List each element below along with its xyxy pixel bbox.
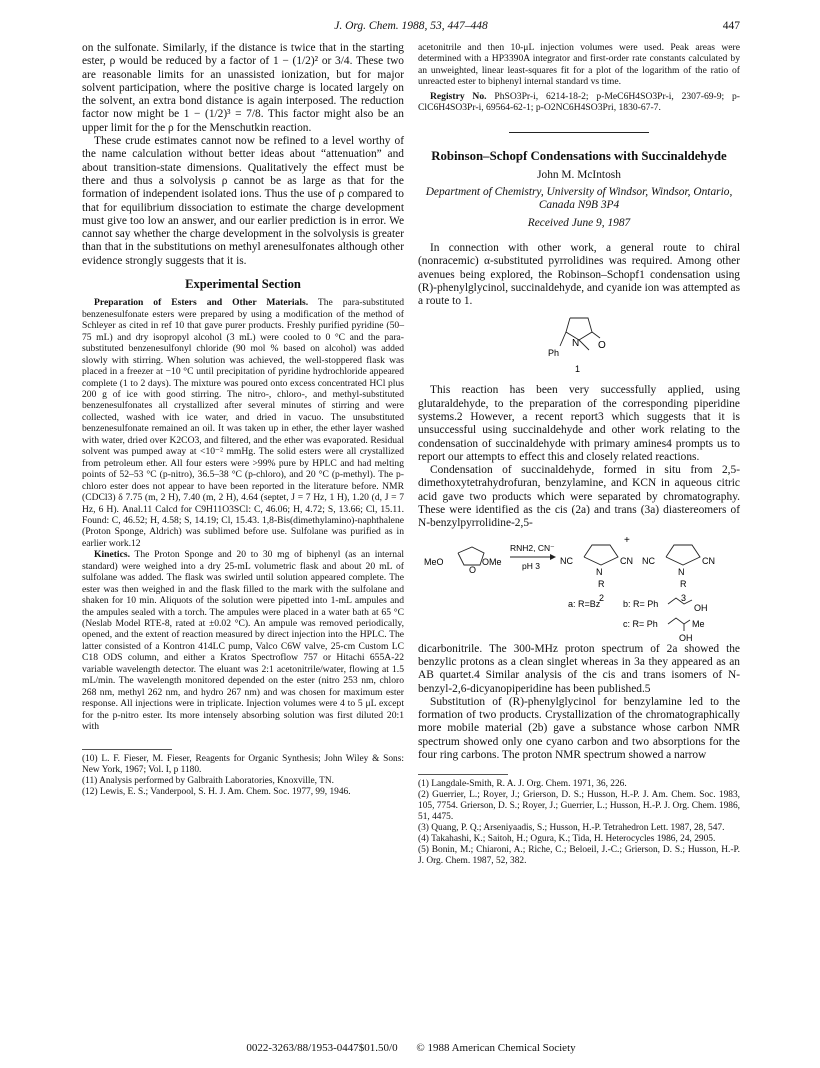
left-column: [82, 42, 404, 798]
sm-meo: MeO: [424, 556, 444, 567]
p3-r: R: [680, 578, 687, 589]
preparation-text: The para-substituted benzenesulfonate esters were prepared by using a modification of the method of Schleyer as cited in ref 10 that gave purer products. Freshly purified pyridine (50–75 mL) and dry isopropyl alcohol (3 mL) were cooled to 0 °C and the para-substituted benzenesulfonyl chloride (90 mol % based on alcohol) was added slowly with stirring. When solution was achieved, the well-stoppered flask was placed in a freezer at −10 °C until precipitation of pyridine hydrochloride appeared complete (1 to 2 days). The mixture was poured onto excess concentrated HCl plus 200 g of ice with good stirring. The nitro-, chloro-, and methyl-substituted benzenesulfonates all crystallized after several minutes of stirring and were collected, washed with ice water, and dried in vacuo. The unsubstituted benzenesulfonate remained an oil. It was taken up in ether, the ether layer washed with water, dried over K2CO3, and filtered, and the ether was evaporated. Residual solvent was pumped away at <10⁻² mmHg. The solid esters were all crystallized from petroleum ether. All four esters were >99% pure by HPLC and had melting points of 52–53 °C (p-nitro), 36.5–38 °C (p-chloro), and 20 °C (p-methyl). The p-chloro ester does not appear to have been reported in the literature before. NMR (CDCl3) δ 7.75 (m, 2 H), 7.40 (m, 2 H), 4.64 (septet, J = 7 Hz, 1 H), 1.20 (d, J = 7 Hz, 6 H). Anal.11 Calcd for C9H11O3SCl: C, 46.06; H, 4.72; S, 13.66; Cl, 15.11. Found: C, 46.52; H, 4.58; S, 14.19; Cl, 15.43. 1,8-Bis(dimethylamino)-naphthalene (Proton Sponge, Aldrich) was sublimed before use. Sulfolane was purified as in earlier work.12: [82, 297, 404, 549]
key-b: b: R= Ph: [623, 598, 659, 609]
s1-o-label: O: [598, 340, 606, 352]
sm-ome: OMe: [482, 556, 502, 567]
body-paragraph-3: Condensation of succinaldehyde, formed in situ from 2,5-dimethoxytetrahydrofuran, benzylamine, and KCN in aqueous citric acid gave two products which were separated by chromatography. These were identified as the cis (2a) and trans (3a) diastereomers of N-benzylpyrrolidine-2,5-: [418, 464, 740, 530]
affiliation: Department of Chemistry, University of Windsor, Windsor, Ontario, Canada N9B 3P4: [425, 186, 733, 212]
p3-n: N: [678, 566, 685, 577]
paragraph-acetonitrile: acetonitrile and then 10-μL injection volumes were used. Peak areas were determined with a HP3390A integrator and first-order rate constants calculated by an unweighted, linear least-squares fit for a plot of the logarithm of the ratio of unreacted ester to biphenyl internal standard vs time.: [418, 42, 740, 88]
p2-n: N: [596, 566, 603, 577]
experimental-heading: Experimental Section: [185, 277, 301, 292]
footnote-12: (12) Lewis, E. S.; Vanderpool, S. H. J. Am. Chem. Soc. 1977, 99, 1946.: [82, 786, 351, 797]
p3-cn: CN: [702, 555, 715, 566]
footnote-11: (11) Analysis performed by Galbraith Laboratories, Knoxville, TN.: [82, 775, 335, 786]
key-c-oh: OH: [679, 632, 693, 643]
compound-3-number: 3: [681, 592, 687, 603]
body-paragraph-1: In connection with other work, a general route to chiral (nonracemic) α-substituted pyrrolidines was required. Among other avenues being explored, the Robinson–Schopf1 condensation using (R)-phenylglycinol, succinaldehyde, and cyanide ion was attempted as a route to 1.: [418, 241, 740, 308]
s1-n-label: N: [572, 338, 580, 350]
registry-text: PhSO3Pr-i, 6214-18-2; p-MeC6H4SO3Pr-i, 2307-69-9; p-ClC6H4SO3Pr-i, 69564-62-1; p-O2NC6H4SO3Pri, 1830-67-7.: [418, 90, 740, 114]
structure-1-figure: [418, 308, 740, 384]
kinetics-paragraph: [82, 549, 404, 732]
copyright: © 1988 American Chemical Society: [416, 1042, 576, 1054]
received-date: Received June 9, 1987: [527, 216, 631, 229]
footnote-2: (2) Guerrier, L.; Royer, J.; Grierson, D. S.; Husson, H.-P. J. Am. Chem. Soc. 1983, 105, 7754. Grierson, D. S.; Royer, J.; Guerrier, L.; Husson, H.-P. J. Org. Chem. 1986, 51, 4475.: [418, 790, 740, 823]
key-c-me: Me: [692, 618, 705, 629]
preparation-lead: Preparation of Esters and Other Materials.: [94, 297, 309, 309]
compound-2-number: 2: [599, 592, 605, 603]
running-header: [82, 20, 740, 36]
footnote-10: (10) L. F. Fieser, M. Fieser, Reagents for Organic Synthesis; John Wiley & Sons: New York, 1967; Vol. I, p 1180.: [82, 753, 404, 775]
ph-label: pH 3: [522, 560, 540, 571]
page-number: 447: [722, 20, 740, 32]
plus-sign: +: [624, 534, 630, 546]
kinetics-lead: Kinetics.: [94, 549, 130, 561]
p2-cn: CN: [620, 555, 633, 566]
kinetics-text: The Proton Sponge and 20 to 30 mg of biphenyl (as an internal standard) were weighed into a dry 25-mL volumetric flask and about 20 mL of sulfolane was added. The flask was swirled until solution appeared complete. The ester was then weighed in and the flask filled to the mark with the sulfolane and shaken for 10 min. Aliquots of the solution were pipetted into 1-mL ampules and the ampules sealed with a torch. The ampules were placed in a water bath at 65 °C (Neslab Model RTE-8, rated at ±0.02 °C). An ampule was removed periodically, opened, and the extent of reaction measured by direct injection into the HPLC. The latter consisted of a Kontron 414LC pump, Valco C6W valve, 25-cm Custom LC C18 ODS column, and either a Kratos Spectroflow 757 or Hitachi 655A-22 variable wavelength detector. The eluant was 2:1 acetonitrile/water, flowing at 1.5 mL/min. The wavelength monitored depended on the ester (nitro 253 nm, chloro 268 nm, methyl 262 nm, and hydro 267 nm) and was chosen for maximum ester response. All injections were in triplicate. Injection volumes were 4 to 5 μL except for the p-nitro ester. Its more intensely absorbing solution was first diluted 20:1 with: [82, 549, 404, 733]
key-c: c: R= Ph: [623, 618, 658, 629]
key-a: a: R=Bz: [568, 598, 601, 609]
sm-o: O: [469, 564, 477, 575]
author-name: John M. McIntosh: [537, 168, 621, 181]
reagent-label: RNH2, CN⁻: [510, 542, 555, 553]
registry-lead: Registry No.: [430, 90, 487, 102]
right-column: [418, 42, 740, 867]
s1-ph-label: Ph: [548, 348, 560, 359]
footnote-rule-right: [418, 774, 508, 775]
paragraph-continuation: on the sulfonate. Similarly, if the distance is twice that in the starting ester, ρ would be reduced by a factor of 1 − (1/2)² or 3/4. These two are reasonable limits for an unassisted ionization, but for major solvent participation, where the positive charge is located largely on the solvent, an extra bond distance is again interposed. The reduction factor now might be 1 − (1/2)³ = 7/8. This factor might also be an upper limit for the ρ for the Menschutkin reaction.: [82, 42, 404, 134]
footnote-4: (4) Takahashi, K.; Saitoh, H.; Ogura, K.; Tida, H. Heterocycles 1986, 24, 2905.: [418, 834, 716, 845]
footnote-rule: [82, 749, 172, 750]
p2-r: R: [598, 578, 605, 589]
body-paragraph-4: dicarbonitrile. The 300-MHz proton spectrum of 2a showed the benzylic protons as a clean singlet whereas in 3a they appeared as an AB quartet.4 Similar analysis of the cis and trans isomers of N-benzyl-2,6-dicyanopiperidine has been published.5: [418, 642, 740, 695]
body-paragraph-2: This reaction has been very successfully applied, using glutaraldehyde, to the preparation of the corresponding piperidine systems.2 However, a recent report3 which suggests that it is unsuccessful using succinaldehyde and other work relating to the condensation of succinaldehyde with primary amines4 prompts us to report our attempts to effect this and closely related reactions.: [418, 384, 740, 463]
paragraph-estimates: These crude estimates cannot now be refined to a level worthy of the name calculation without better ideas about “attenuation” and about transition-state dimensions. Qualitatively the effect must be there and thus a solvolysis ρ cannot be as large as that for the formation of independent isolated ions. Thus the use of ρ compared to that for equilibrium dissociation to estimate the charge development must give too low an answer, and our earlier prediction is in error. We cannot say whether the charge development in the solvolysis is greater than that in the substitutions on methyl arenesulfonates although other evidence strongly suggests that it is.: [82, 135, 404, 267]
issn-code: 0022-3263/88/1953-0447$01.50/0: [246, 1042, 398, 1054]
registry-paragraph: [418, 91, 740, 114]
page-footer: [82, 1042, 740, 1054]
journal-citation: J. Org. Chem. 1988, 53, 447–448: [334, 20, 488, 32]
structure-1-drawing: [418, 308, 740, 384]
p2-nc: NC: [560, 555, 573, 566]
footnote-3: (3) Quang, P. Q.; Arseniyaadis, S.; Husson, H.-P. Tetrahedron Lett. 1987, 28, 547.: [418, 823, 725, 834]
p3-nc: NC: [642, 555, 655, 566]
s1-number: 1: [575, 364, 581, 375]
footnote-1: (1) Langdale-Smith, R. A. J. Org. Chem. 1971, 36, 226.: [418, 779, 627, 790]
preparation-paragraph: [82, 297, 404, 549]
reaction-scheme: [418, 531, 740, 643]
scheme-drawing: [418, 531, 740, 643]
section-divider: [509, 132, 649, 133]
key-b-oh: OH: [694, 602, 708, 613]
article-title: Robinson–Schopf Condensations with Succinaldehyde: [431, 148, 727, 163]
footnote-5: (5) Bonin, M.; Chiaroni, A.; Riche, C.; Beloeil, J.-C.; Grierson, D. S.; Husson, H.-P. J. Org. Chem. 1987, 52, 382.: [418, 845, 740, 867]
body-paragraph-5: Substitution of (R)-phenylglycinol for benzylamine led to the formation of two products. Crystallization of the chromatographically more mobile material (2b) gave a substance whose carbon NMR spectrum showed only one cyano carbon and two absorptions for the four ring carbons. The proton NMR spectrum showed a narrow: [418, 695, 740, 762]
